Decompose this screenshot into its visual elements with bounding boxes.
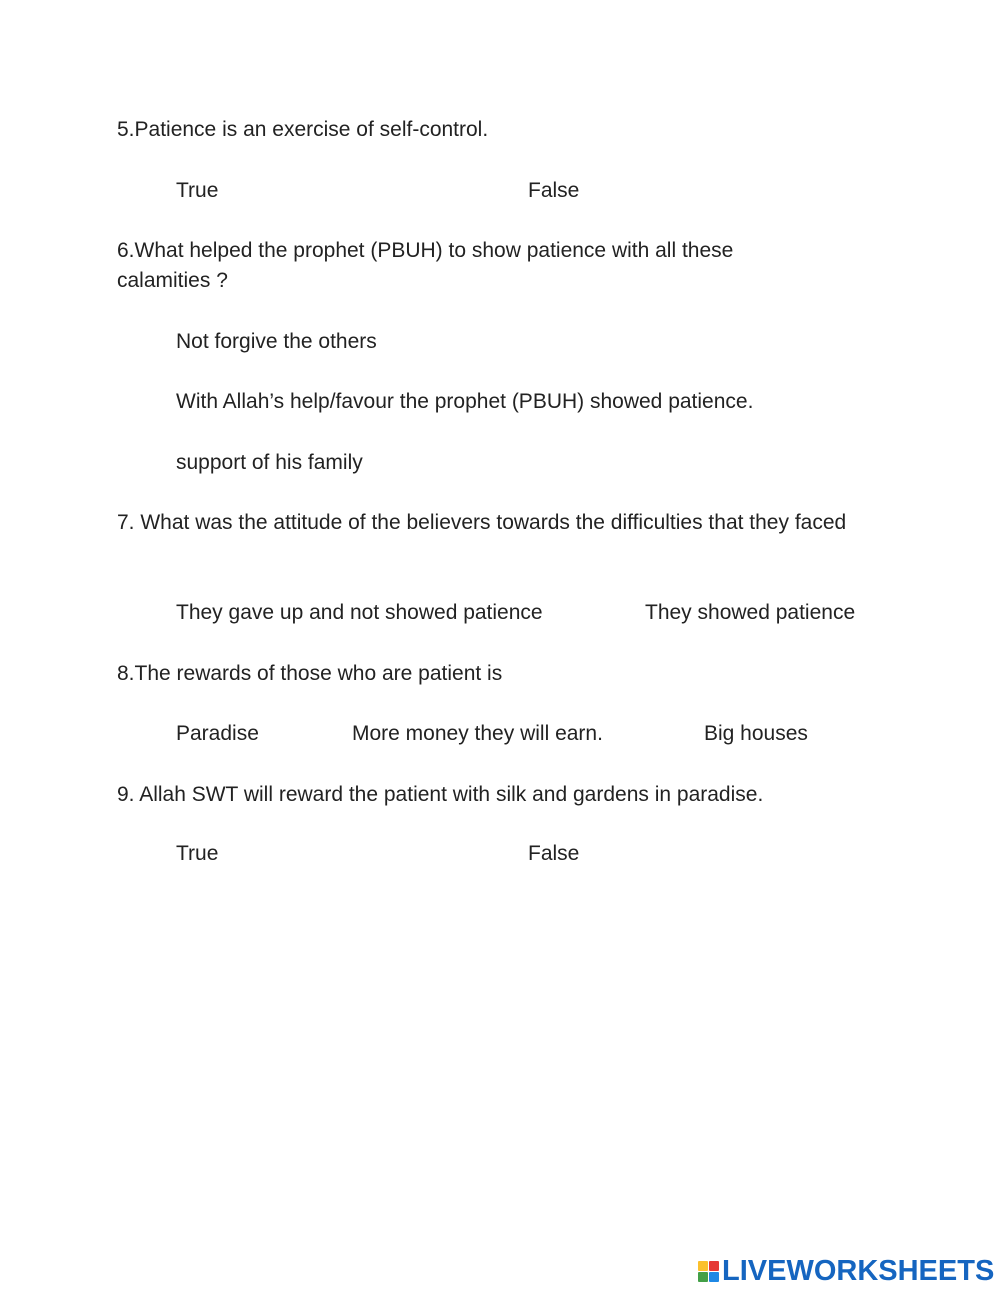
q9-option-true[interactable]: True	[176, 842, 219, 865]
logo-blocks-icon	[698, 1261, 719, 1282]
q6-option-2[interactable]: With Allah’s help/favour the prophet (PBUH) showed patience.	[176, 390, 754, 413]
logo-block-3	[698, 1272, 708, 1282]
logo-block-1	[698, 1261, 708, 1271]
q5-option-true[interactable]: True	[176, 179, 219, 202]
question-5-text: 5.Patience is an exercise of self-control.	[117, 118, 489, 141]
question-9-text: 9. Allah SWT will reward the patient with silk and gardens in paradise.	[117, 783, 764, 806]
q5-option-false[interactable]: False	[528, 179, 580, 202]
logo-text: LIVEWORKSHEETS	[722, 1254, 995, 1287]
q8-option-3[interactable]: Big houses	[704, 722, 808, 745]
logo-block-2	[709, 1261, 719, 1271]
q8-option-1[interactable]: Paradise	[176, 722, 259, 745]
logo-block-4	[709, 1272, 719, 1282]
q7-option-1[interactable]: They gave up and not showed patience	[176, 601, 543, 624]
liveworksheets-logo	[698, 1256, 994, 1286]
question-7-text: 7. What was the attitude of the believers towards the difficulties that they faced	[117, 511, 847, 534]
q6-option-3[interactable]: support of his family	[176, 451, 363, 474]
q8-option-2[interactable]: More money they will earn.	[352, 722, 603, 745]
q7-option-2[interactable]: They showed patience	[645, 601, 856, 624]
q6-option-1[interactable]: Not forgive the others	[176, 330, 377, 353]
question-8-text: 8.The rewards of those who are patient is	[117, 662, 503, 685]
question-6-text: 6.What helped the prophet (PBUH) to show patience with all these calamities ?	[117, 239, 734, 292]
q9-option-false[interactable]: False	[528, 842, 580, 865]
